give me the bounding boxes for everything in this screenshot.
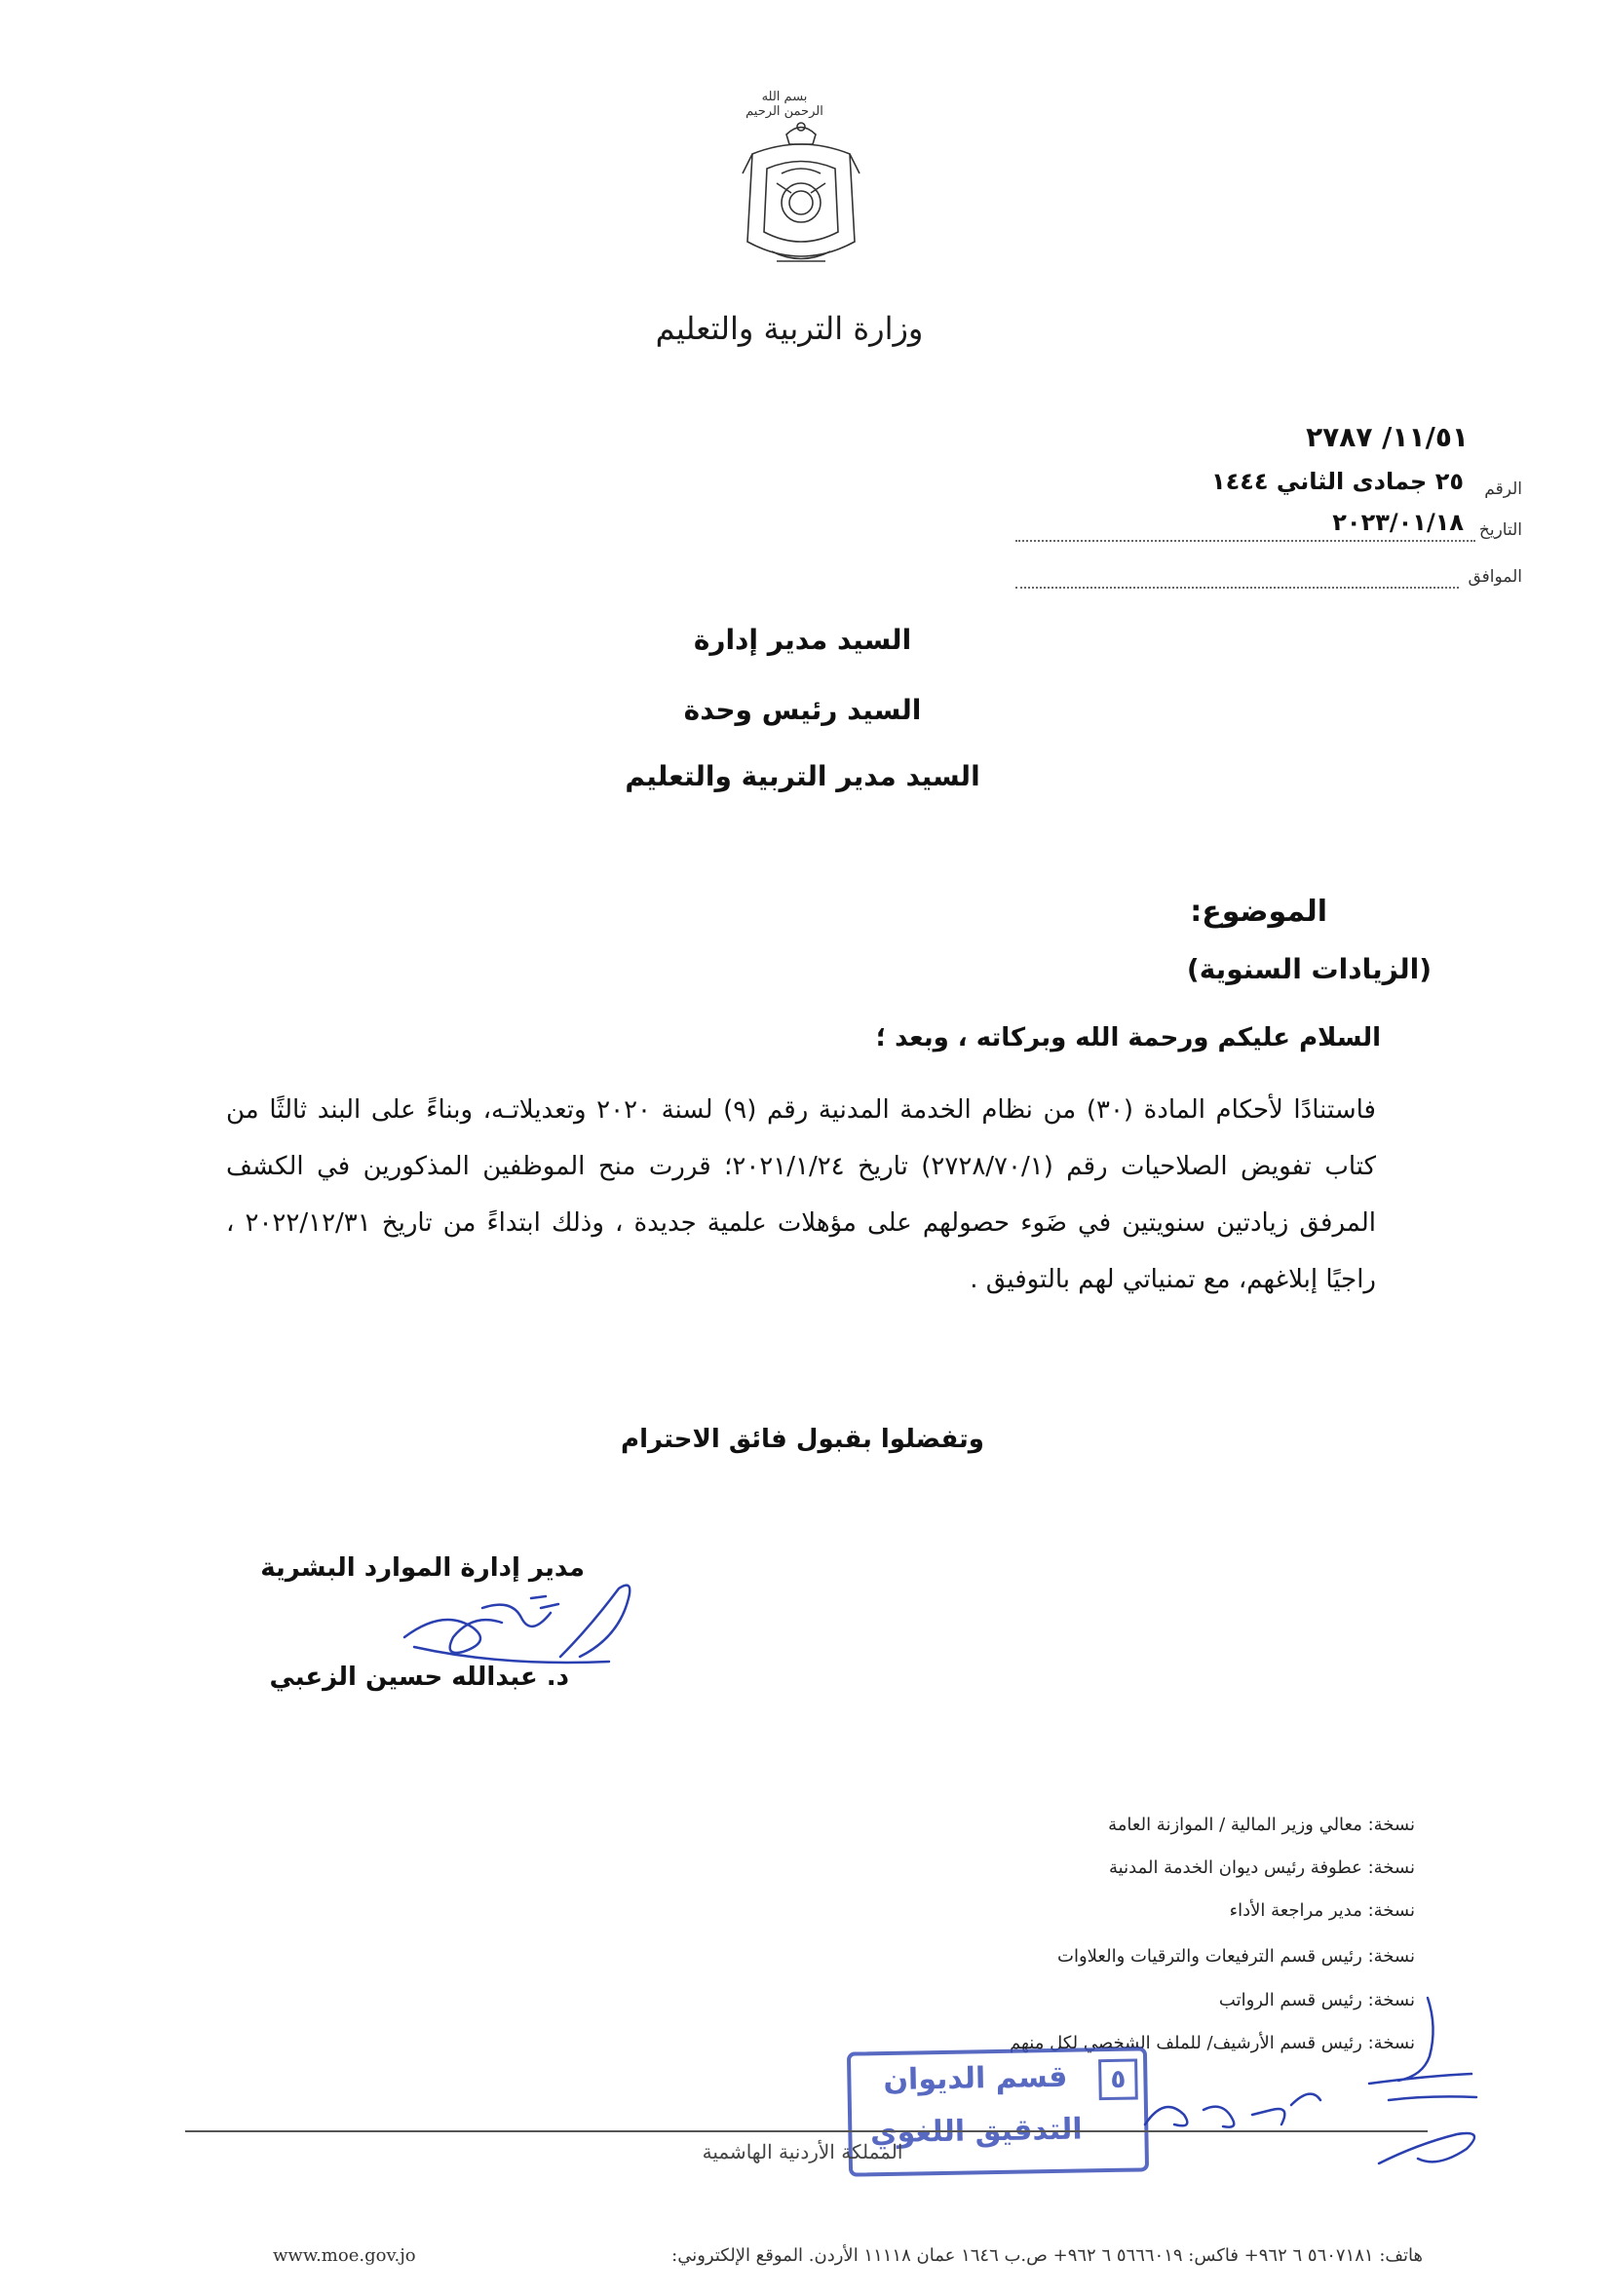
cc-line: نسخة: رئيس قسم الأرشيف/ للملف الشخصي لكل منهم	[1010, 2033, 1415, 2053]
reference-number-value: ٢٥ جمادى الثاني ١٤٤٤	[1210, 468, 1464, 495]
footer-contact-info: هاتف: ٥٦٠٧١٨١ ٦ ٩٦٢+ فاكس: ٥٦٦٦٠١٩ ٦ ٩٦٢+ ص.ب ١٦٤٦ عمان ١١١١٨ الأردن. الموقع الإلكتروني:	[671, 2245, 1423, 2266]
cc-line: نسخة: معالي وزير المالية / الموازنة العامة	[1108, 1815, 1415, 1835]
handwritten-signature-icon	[385, 1569, 658, 1676]
signatory-name: د. عبدالله حسين الزعبي	[269, 1663, 569, 1692]
greeting: السلام عليكم ورحمة الله وبركاته ، وبعد ؛	[875, 1023, 1381, 1052]
reference-date-value: ٢٠٢٣/٠١/١٨	[1332, 509, 1464, 536]
stamp-line-1: قسم الديوان	[883, 2059, 1068, 2098]
signatory-title: مدير إدارة الموارد البشرية	[260, 1553, 585, 1583]
corresponding-dotted-line	[1015, 587, 1459, 589]
stamp-signature-icon	[1135, 2066, 1330, 2144]
date-dotted-line	[1015, 540, 1475, 542]
cc-line: نسخة: مدير مراجعة الأداء	[1229, 1900, 1415, 1921]
subject-value: (الزيادات السنوية)	[1186, 953, 1432, 985]
subject-label: الموضوع:	[1190, 895, 1327, 929]
stamp-number: ٥	[1098, 2058, 1138, 2100]
cc-line: نسخة: رئيس قسم الرواتب	[1218, 1990, 1415, 2010]
basmala: بسم الله الرحمن الرحيم	[745, 90, 823, 119]
recipient-line: السيد مدير إدارة	[693, 624, 912, 656]
coat-of-arms-icon	[733, 115, 869, 281]
reference-number-label: الرقم	[1484, 479, 1522, 499]
recipient-line: السيد رئيس وحدة	[683, 694, 922, 726]
reference-corresponding-row	[1015, 554, 1522, 593]
footer-website[interactable]: www.moe.gov.jo	[273, 2245, 416, 2266]
footer-divider	[185, 2130, 1428, 2132]
footer-kingdom: المملكة الأردنية الهاشمية	[702, 2140, 903, 2163]
cc-line: نسخة: رئيس قسم الترفيعات والترقيات والعلاوات	[1057, 1946, 1415, 1967]
recipient-line: السيد مدير التربية والتعليم	[625, 760, 980, 792]
reference-date-row	[1015, 507, 1522, 546]
reference-number-row	[1015, 466, 1522, 505]
reference-date-label: التاريخ	[1478, 520, 1522, 540]
closing: وتفضلوا بقبول فائق الاحترام	[621, 1425, 984, 1454]
ministry-name: وزارة التربية والتعليم	[655, 310, 924, 347]
reference-corresponding-label: الموافق	[1468, 567, 1522, 587]
reference-number-handwritten: ١١/٥١/ ٢٧٨٧	[1306, 421, 1469, 453]
letter-body: فاستنادًا لأحكام المادة (٣٠) من نظام الخدمة المدنية رقم (٩) لسنة ٢٠٢٠ وتعديلاتـه، وبناءً على البند ثالثًا من كتاب تفويض الصلاحيات رقم (٢٧٢٨/٧٠/١) تاريخ ٢٠٢١/١/٢٤؛ قررت منح الموظفين المذكورين في الكشف المرفق زيادتين سنويتين في ضَوء حصولهم على مؤهلات علمية جديدة ، وذلك ابتداءً من تاريخ ٢٠٢٢/١٢/٣١ ، راجيًا إبلاغهم، مع تمنياتي لهم بالتوفيق .	[226, 1095, 1376, 1294]
stamp-line-2: التدقيق اللغوي	[869, 2112, 1083, 2151]
cc-line: نسخة: عطوفة رئيس ديوان الخدمة المدنية	[1109, 1857, 1415, 1878]
